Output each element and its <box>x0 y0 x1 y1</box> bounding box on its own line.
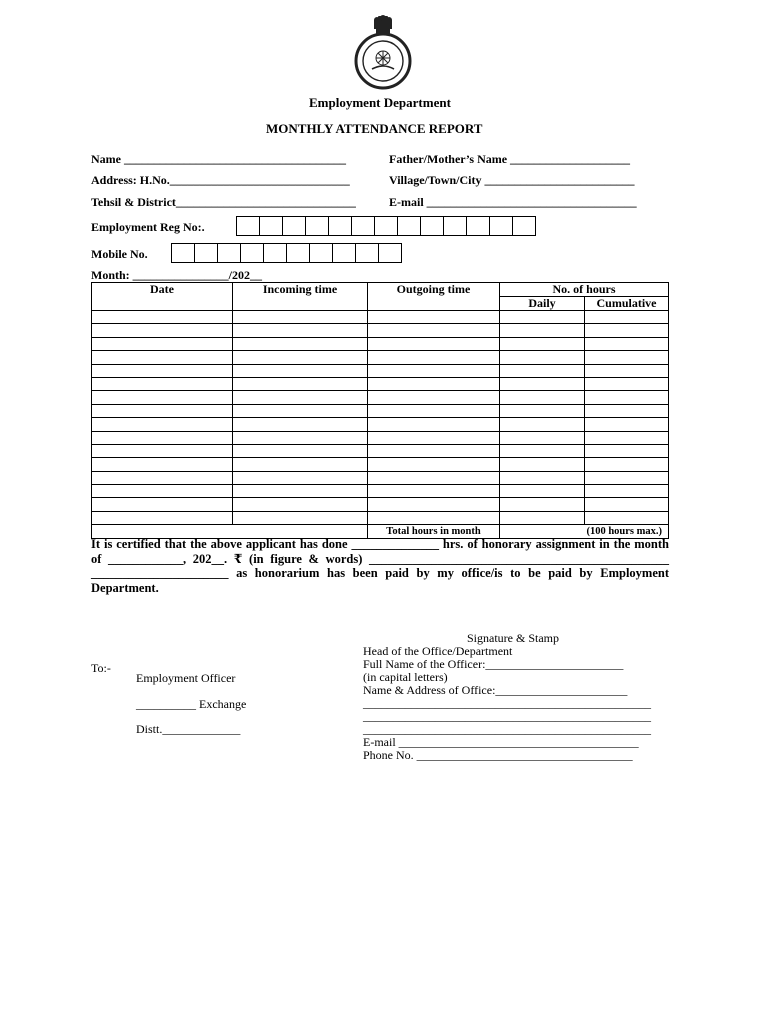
incoming-cell[interactable] <box>233 485 368 498</box>
parent-name-field[interactable]: Father/Mother’s Name ____________________ <box>389 152 631 166</box>
table-row <box>92 364 669 377</box>
table-row <box>92 351 669 364</box>
header-outgoing: Outgoing time <box>368 283 500 311</box>
cumulative-cell[interactable] <box>585 364 669 377</box>
daily-cell[interactable] <box>500 351 585 364</box>
lion-capital-icon <box>374 15 392 34</box>
incoming-cell[interactable] <box>233 444 368 457</box>
date-cell[interactable] <box>92 337 233 350</box>
date-cell[interactable] <box>92 404 233 417</box>
outgoing-cell[interactable] <box>368 485 500 498</box>
office-address-line-2[interactable]: ________________________________________________ <box>363 709 651 723</box>
cumulative-cell[interactable] <box>585 351 669 364</box>
table-row <box>92 337 669 350</box>
table-row <box>92 377 669 390</box>
signature-stamp-label: Signature & Stamp <box>467 631 559 645</box>
chakra-icon <box>372 51 394 69</box>
daily-cell[interactable] <box>500 418 585 431</box>
employment-reg-label: Employment Reg No:. <box>91 220 205 234</box>
date-cell[interactable] <box>92 431 233 444</box>
daily-cell[interactable] <box>500 471 585 484</box>
table-row <box>92 498 669 511</box>
table-row <box>92 471 669 484</box>
outgoing-cell[interactable] <box>368 444 500 457</box>
table-row <box>92 444 669 457</box>
cumulative-cell[interactable] <box>585 485 669 498</box>
date-cell[interactable] <box>92 471 233 484</box>
date-cell[interactable] <box>92 511 233 524</box>
header-incoming: Incoming time <box>233 283 368 311</box>
outgoing-cell[interactable] <box>368 431 500 444</box>
incoming-cell[interactable] <box>233 431 368 444</box>
incoming-cell[interactable] <box>233 351 368 364</box>
office-address-line-1[interactable]: ________________________________________________ <box>363 696 651 710</box>
officer-phone-field[interactable]: Phone No. ____________________________________ <box>363 748 633 762</box>
office-address-line-3[interactable]: ________________________________________________ <box>363 722 651 736</box>
date-cell[interactable] <box>92 324 233 337</box>
incoming-cell[interactable] <box>233 391 368 404</box>
outgoing-cell[interactable] <box>368 471 500 484</box>
certification-paragraph <box>91 537 669 595</box>
village-field[interactable]: Village/Town/City _________________________ <box>389 173 635 187</box>
exchange-field[interactable]: __________ Exchange <box>136 697 247 711</box>
outgoing-cell[interactable] <box>368 364 500 377</box>
table-row <box>92 391 669 404</box>
daily-cell[interactable] <box>500 458 585 471</box>
incoming-cell[interactable] <box>233 337 368 350</box>
table-row <box>92 485 669 498</box>
attendance-table <box>91 282 669 539</box>
outgoing-cell[interactable] <box>368 498 500 511</box>
table-row <box>92 458 669 471</box>
date-cell[interactable] <box>92 311 233 324</box>
address-field[interactable]: Address: H.No.______________________________ <box>91 173 350 187</box>
date-cell[interactable] <box>92 458 233 471</box>
cumulative-cell[interactable] <box>585 391 669 404</box>
name-field[interactable]: Name _____________________________________ <box>91 152 346 166</box>
outgoing-cell[interactable] <box>368 377 500 390</box>
incoming-cell[interactable] <box>233 511 368 524</box>
cumulative-cell[interactable] <box>585 418 669 431</box>
incoming-cell[interactable] <box>233 364 368 377</box>
table-row <box>92 324 669 337</box>
table-row <box>92 511 669 524</box>
cumulative-cell[interactable] <box>585 498 669 511</box>
month-field[interactable]: Month: ________________/202__ <box>91 268 262 282</box>
outgoing-cell[interactable] <box>368 337 500 350</box>
daily-cell[interactable] <box>500 324 585 337</box>
incoming-cell[interactable] <box>233 498 368 511</box>
cumulative-cell[interactable] <box>585 404 669 417</box>
header-hours: No. of hours <box>500 283 669 297</box>
outgoing-cell[interactable] <box>368 311 500 324</box>
table-row <box>92 311 669 324</box>
employment-reg-boxes[interactable] <box>236 216 536 236</box>
page-title: MONTHLY ATTENDANCE REPORT <box>266 121 483 136</box>
outgoing-cell[interactable] <box>368 511 500 524</box>
capital-letters-note: (in capital letters) <box>363 670 448 684</box>
head-office-label: Head of the Office/Department <box>363 644 513 658</box>
incoming-cell[interactable] <box>233 471 368 484</box>
incoming-cell[interactable] <box>233 311 368 324</box>
cumulative-cell[interactable] <box>585 377 669 390</box>
header-cumulative: Cumulative <box>585 297 669 311</box>
header-daily: Daily <box>500 297 585 311</box>
daily-cell[interactable] <box>500 391 585 404</box>
daily-cell[interactable] <box>500 377 585 390</box>
daily-cell[interactable] <box>500 485 585 498</box>
daily-cell[interactable] <box>500 511 585 524</box>
table-row <box>92 431 669 444</box>
max-hours-label: (100 hours max.) <box>585 525 669 539</box>
table-row <box>92 418 669 431</box>
incoming-cell[interactable] <box>233 404 368 417</box>
date-cell[interactable] <box>92 485 233 498</box>
cumulative-cell[interactable] <box>585 444 669 457</box>
cumulative-cell[interactable] <box>585 324 669 337</box>
daily-cell[interactable] <box>500 498 585 511</box>
table-header-row <box>92 283 669 297</box>
cumulative-cell[interactable] <box>585 337 669 350</box>
daily-cell[interactable] <box>500 404 585 417</box>
cumulative-cell[interactable] <box>585 431 669 444</box>
date-cell[interactable] <box>92 391 233 404</box>
daily-cell[interactable] <box>500 311 585 324</box>
mobile-label: Mobile No. <box>91 247 148 261</box>
date-cell[interactable] <box>92 498 233 511</box>
to-label: To:- <box>91 661 111 675</box>
outgoing-cell[interactable] <box>368 458 500 471</box>
daily-cell[interactable] <box>500 364 585 377</box>
outgoing-cell[interactable] <box>368 418 500 431</box>
table-row <box>92 404 669 417</box>
cumulative-cell[interactable] <box>585 311 669 324</box>
mobile-number-boxes[interactable] <box>171 243 402 263</box>
daily-cell[interactable] <box>500 444 585 457</box>
employment-officer-label: Employment Officer <box>136 671 236 685</box>
outgoing-cell[interactable] <box>368 351 500 364</box>
date-cell[interactable] <box>92 364 233 377</box>
header-date: Date <box>92 283 233 311</box>
incoming-cell[interactable] <box>233 377 368 390</box>
department-heading: Employment Department <box>309 95 451 110</box>
cumulative-cell[interactable] <box>585 458 669 471</box>
officer-full-name-field[interactable]: Full Name of the Officer:_______________________ <box>363 657 624 671</box>
distt-field[interactable]: Distt._____________ <box>136 722 241 736</box>
incoming-cell[interactable] <box>233 458 368 471</box>
incoming-cell[interactable] <box>233 324 368 337</box>
date-cell[interactable] <box>92 444 233 457</box>
outgoing-cell[interactable] <box>368 404 500 417</box>
daily-cell[interactable] <box>500 431 585 444</box>
date-cell[interactable] <box>92 377 233 390</box>
date-cell[interactable] <box>92 418 233 431</box>
outgoing-cell[interactable] <box>368 391 500 404</box>
officer-email-field[interactable]: E-mail ________________________________________ <box>363 735 639 749</box>
incoming-cell[interactable] <box>233 418 368 431</box>
government-seal-emblem <box>350 14 416 90</box>
certification-text: It is certified that the above applicant has done ______________ hrs. of honorary assignment in the month of ____________, 202__. ₹ (in figure & words) ________________________________________________ ______________________ as honorarium has been paid by my office/is to be paid by Employment Department. <box>91 537 669 595</box>
outgoing-cell[interactable] <box>368 324 500 337</box>
daily-cell[interactable] <box>500 337 585 350</box>
date-cell[interactable] <box>92 351 233 364</box>
email-field[interactable]: E-mail ___________________________________ <box>389 195 637 209</box>
office-address-field[interactable]: Name & Address of Office:______________________ <box>363 683 628 697</box>
total-hours-label: Total hours in month <box>368 525 500 539</box>
cumulative-cell[interactable] <box>585 471 669 484</box>
cumulative-cell[interactable] <box>585 511 669 524</box>
tehsil-district-field[interactable]: Tehsil & District______________________________ <box>91 195 356 209</box>
